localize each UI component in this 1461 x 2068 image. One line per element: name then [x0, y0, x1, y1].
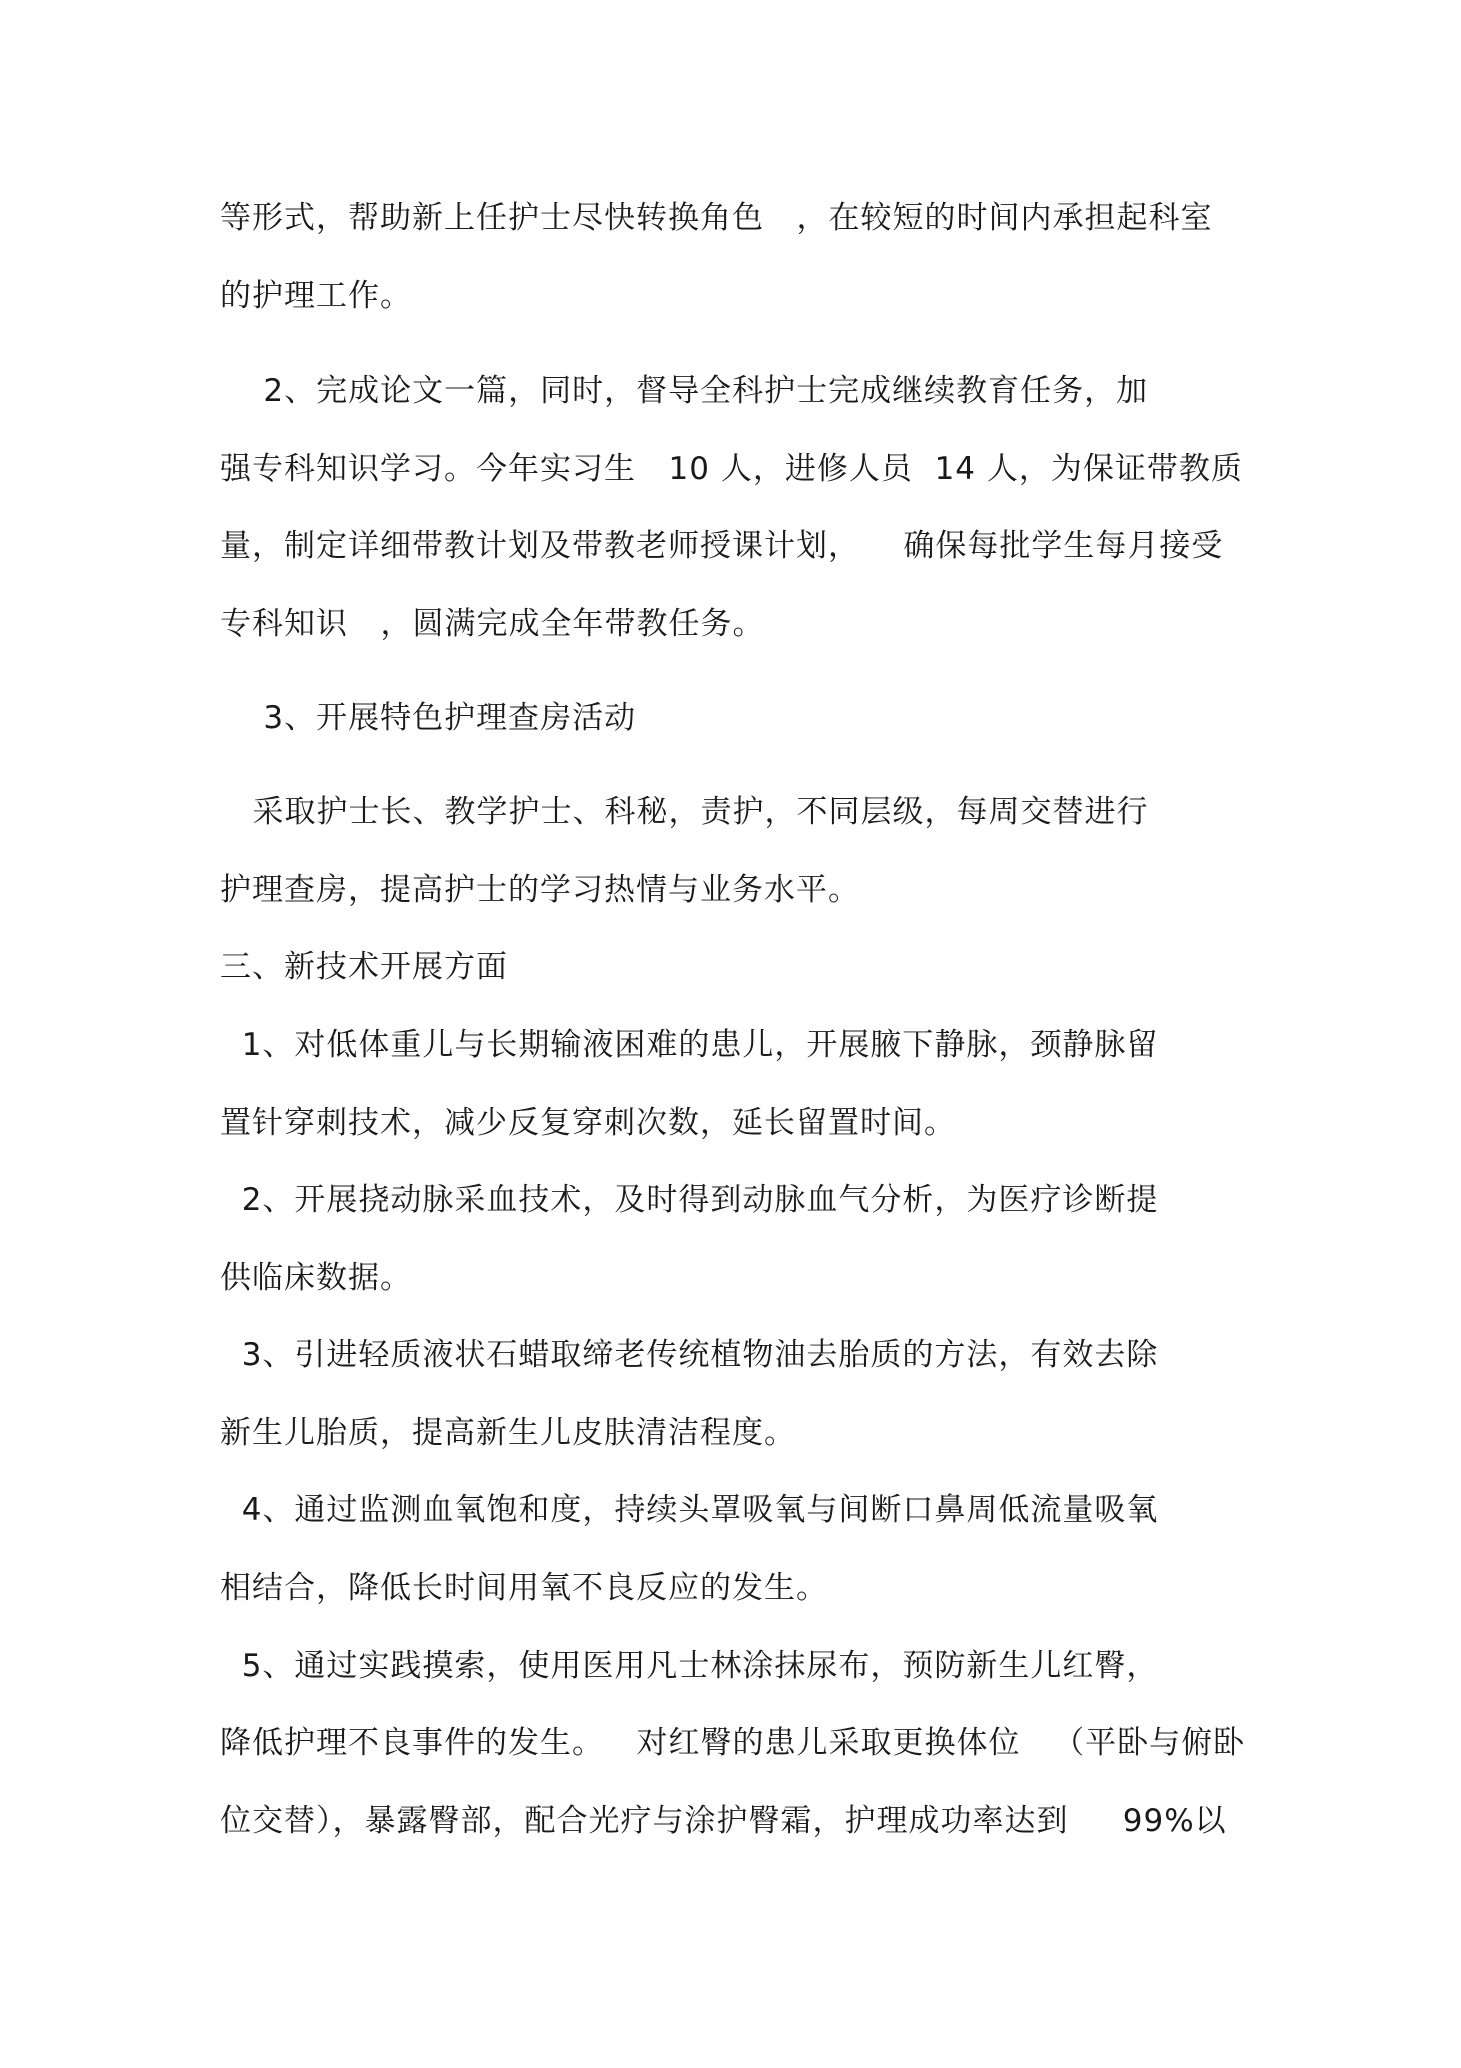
text-line: 强专科知识学习。今年实习生 10 人，进修人员 14 人，为保证带教质: [220, 451, 1243, 487]
text-line: 专科知识 ，圆满完成全年带教任务。: [220, 606, 765, 642]
text-line: 3、引进轻质液状石蜡取缔老传统植物油去胎质的方法，有效去除: [220, 1337, 1159, 1373]
text-line: 位交替），暴露臀部，配合光疗与涂护臀霜，护理成功率达到 99%以: [220, 1803, 1227, 1839]
text-line: 4、通过监测血氧饱和度，持续头罩吸氧与间断口鼻周低流量吸氧: [220, 1492, 1159, 1528]
text-line: 供临床数据。: [220, 1260, 412, 1296]
text-line: 相结合，降低长时间用氧不良反应的发生。: [220, 1570, 828, 1606]
text-line: 采取护士长、教学护士、科秘，责护，不同层级，每周交替进行: [220, 794, 1149, 830]
text-line: 的护理工作。: [220, 278, 412, 314]
text-line: 新生儿胎质，提高新生儿皮肤清洁程度。: [220, 1415, 796, 1451]
text-line: 降低护理不良事件的发生。 对红臀的患儿采取更换体位 （平卧与俯卧: [220, 1725, 1246, 1761]
text-line: 等形式，帮助新上任护士尽快转换角色 ，在较短的时间内承担起科室: [220, 200, 1213, 236]
text-line: 1、对低体重儿与长期输液困难的患儿，开展腋下静脉，颈静脉留: [220, 1027, 1159, 1063]
text-line: 护理查房，提高护士的学习热情与业务水平。: [220, 872, 860, 908]
text-line: 3、开展特色护理查房活动: [220, 700, 637, 736]
section-heading: 三、新技术开展方面: [220, 949, 508, 985]
text-line: 量，制定详细带教计划及带教老师授课计划， 确保每批学生每月接受: [220, 528, 1224, 564]
text-line: 2、完成论文一篇，同时，督导全科护士完成继续教育任务，加: [220, 373, 1149, 409]
text-line: 置针穿刺技术，减少反复穿刺次数，延长留置时间。: [220, 1105, 956, 1141]
text-line: 5、通过实践摸索，使用医用凡士林涂抹尿布，预防新生儿红臀，: [220, 1648, 1159, 1684]
text-line: 2、开展挠动脉采血技术，及时得到动脉血气分析，为医疗诊断提: [220, 1182, 1159, 1218]
